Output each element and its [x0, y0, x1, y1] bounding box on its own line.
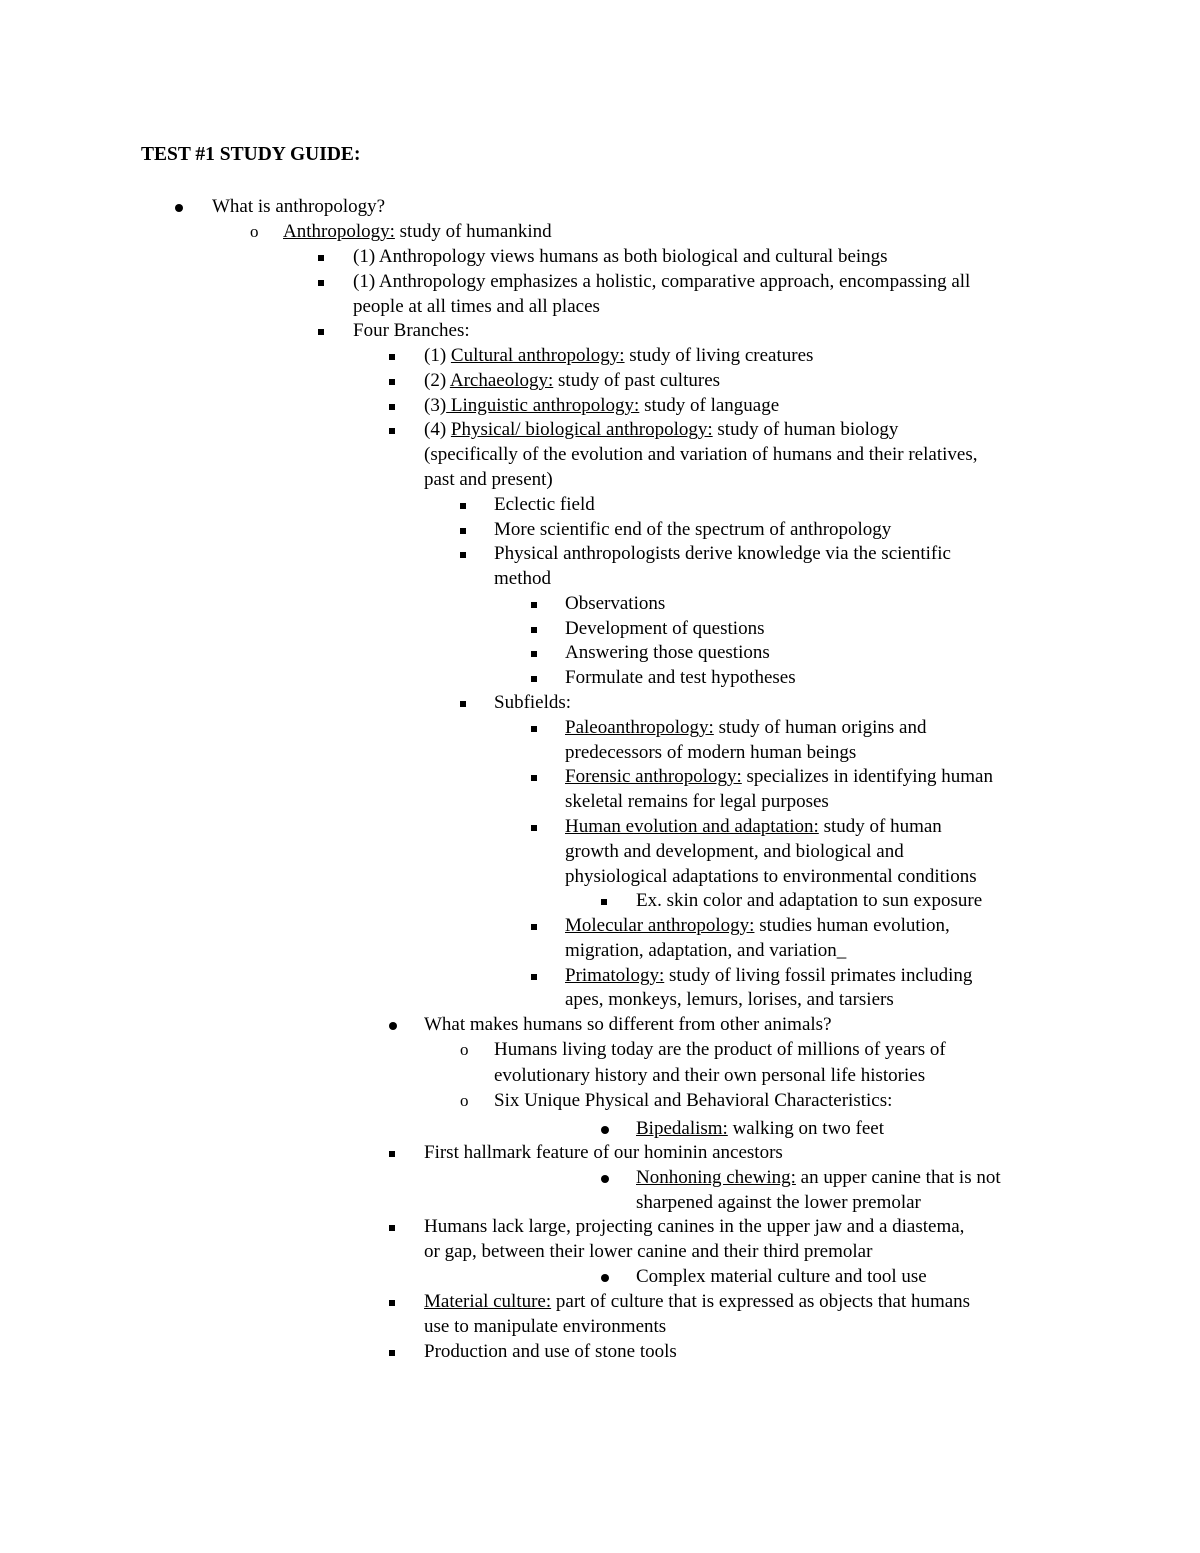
- line-text: people at all times and all places: [353, 296, 600, 317]
- term-label: Anthropology:: [283, 221, 395, 242]
- outline-line: [353, 319, 470, 344]
- line-text: study of human biology: [712, 419, 899, 440]
- square-bullet-icon: [389, 418, 411, 443]
- line-text: past and present): [424, 469, 553, 490]
- circle-bullet-icon: o: [460, 1040, 469, 1059]
- outline-line: [565, 988, 894, 1013]
- circle-bullet-icon: o: [250, 222, 259, 241]
- line-text: studies human evolution,: [754, 915, 950, 936]
- line-text: Answering those questions: [565, 642, 770, 663]
- square-bullet-icon: [460, 691, 482, 716]
- line-text: part of culture that is expressed as objects that humans: [551, 1291, 971, 1312]
- outline-line: [424, 1240, 872, 1265]
- line-text: Humans lack large, projecting canines in the upper jaw and a diastema,: [424, 1216, 965, 1237]
- square-bullet-icon: [531, 592, 553, 617]
- term-label: Molecular anthropology:: [565, 915, 755, 936]
- line-text: specializes in identifying human: [741, 766, 993, 787]
- square-bullet-icon: [389, 1215, 411, 1240]
- outline-line: [494, 542, 951, 567]
- line-text: use to manipulate environments: [424, 1316, 667, 1337]
- outline-line: [565, 741, 856, 766]
- line-text: study of living fossil primates including: [664, 965, 973, 986]
- square-bullet-icon: [531, 914, 553, 939]
- line-text: study of human: [818, 816, 942, 837]
- line-text: (1) Anthropology views humans as both biological and cultural beings: [353, 246, 888, 267]
- line-text: Four Branches:: [353, 320, 470, 341]
- round-bullet-icon: [601, 1117, 623, 1142]
- outline-line: [494, 1038, 946, 1063]
- line-text: Eclectic field: [494, 494, 595, 515]
- square-bullet-icon: [531, 765, 553, 790]
- term-label: Nonhoning chewing:: [636, 1167, 796, 1188]
- outline-line: [565, 964, 972, 989]
- line-text: growth and development, and biological and: [565, 841, 904, 862]
- line-text: an upper canine that is not: [795, 1167, 1001, 1188]
- outline-line: [494, 493, 595, 518]
- square-bullet-icon: [389, 1141, 411, 1166]
- outline-line: [494, 1064, 925, 1089]
- square-bullet-icon: [531, 617, 553, 642]
- outline-line: [565, 914, 950, 939]
- line-text: predecessors of modern human beings: [565, 742, 857, 763]
- outline-line: [424, 344, 813, 369]
- term-label: Cultural anthropology:: [450, 345, 625, 366]
- term-label: Linguistic anthropology:: [446, 395, 640, 416]
- outline-line: [353, 270, 970, 295]
- line-text: (4): [424, 419, 451, 440]
- outline-line: [565, 765, 993, 790]
- round-bullet-icon: [175, 195, 197, 220]
- outline-line: [636, 889, 982, 914]
- round-bullet-icon: [601, 1265, 623, 1290]
- line-text: Observations: [565, 593, 666, 614]
- outline-line: [424, 1290, 970, 1315]
- line-text: (1): [424, 345, 451, 366]
- square-bullet-icon: [531, 964, 553, 989]
- line-text: study of human origins and: [713, 717, 927, 738]
- term-label: Primatology:: [565, 965, 665, 986]
- line-text: study of past cultures: [553, 370, 721, 391]
- circle-bullet-icon: o: [460, 1091, 469, 1110]
- page-title: TEST #1 STUDY GUIDE:: [141, 144, 361, 165]
- square-bullet-icon: [318, 319, 340, 344]
- line-text: Subfields:: [494, 692, 572, 713]
- outline-line: [494, 567, 551, 592]
- line-text: walking on two feet: [727, 1118, 885, 1139]
- outline-line: [494, 691, 571, 716]
- outline-line: [636, 1191, 921, 1216]
- square-bullet-icon: [531, 666, 553, 691]
- outline-line: [565, 790, 829, 815]
- outline-line: [424, 1215, 964, 1240]
- line-text: First hallmark feature of our hominin ancestors: [424, 1142, 783, 1163]
- outline-line: [565, 865, 977, 890]
- outline-line: [212, 195, 385, 220]
- line-text: sharpened against the lower premolar: [636, 1192, 921, 1213]
- square-bullet-icon: [389, 1290, 411, 1315]
- square-bullet-icon: [460, 518, 482, 543]
- outline-line: [636, 1166, 1001, 1191]
- square-bullet-icon: [389, 1340, 411, 1365]
- line-text: Formulate and test hypotheses: [565, 667, 796, 688]
- outline-line: [636, 1117, 884, 1142]
- line-text: Humans living today are the product of millions of years of: [494, 1039, 946, 1060]
- line-text: Six Unique Physical and Behavioral Characteristics:: [494, 1090, 893, 1111]
- line-text: skeletal remains for legal purposes: [565, 791, 829, 812]
- outline-line: [565, 592, 665, 617]
- outline-line: [565, 641, 770, 666]
- outline-line: [424, 1013, 832, 1038]
- outline-line: [565, 815, 942, 840]
- outline-line: [636, 1265, 927, 1290]
- outline-line: [565, 840, 904, 865]
- line-text: What is anthropology?: [212, 196, 386, 217]
- outline-line: [494, 1089, 892, 1114]
- square-bullet-icon: [389, 344, 411, 369]
- term-label: Material culture:: [424, 1291, 552, 1312]
- line-text: Physical anthropologists derive knowledge via the scientific: [494, 543, 951, 564]
- term-label: Bipedalism:: [636, 1118, 728, 1139]
- line-text: What makes humans so different from other animals?: [424, 1014, 832, 1035]
- outline-line: [353, 245, 888, 270]
- round-bullet-icon: [389, 1013, 411, 1038]
- square-bullet-icon: [389, 394, 411, 419]
- line-text: Complex material culture and tool use: [636, 1266, 927, 1287]
- round-bullet-icon: [601, 1166, 623, 1191]
- outline-line: [424, 468, 553, 493]
- square-bullet-icon: [460, 542, 482, 567]
- outline-line: [565, 617, 764, 642]
- term-label: Human evolution and adaptation:: [565, 816, 819, 837]
- square-bullet-icon: [531, 815, 553, 840]
- square-bullet-icon: [601, 889, 623, 914]
- line-text: migration, adaptation, and variation_: [565, 940, 847, 961]
- square-bullet-icon: [318, 270, 340, 295]
- square-bullet-icon: [318, 245, 340, 270]
- outline-line: [565, 939, 846, 964]
- line-text: Ex. skin color and adaptation to sun exposure: [636, 890, 983, 911]
- outline-line: [424, 1141, 783, 1166]
- outline-line: [424, 418, 898, 443]
- outline-line: [565, 666, 796, 691]
- line-text: physiological adaptations to environmental conditions: [565, 866, 977, 887]
- outline-line: [424, 394, 779, 419]
- square-bullet-icon: [531, 641, 553, 666]
- line-text: study of humankind: [394, 221, 552, 242]
- outline-line: [424, 369, 720, 394]
- term-label: Archaeology:: [449, 370, 554, 391]
- outline-line: [424, 1315, 666, 1340]
- line-text: method: [494, 568, 551, 589]
- line-text: (1) Anthropology emphasizes a holistic, comparative approach, encompassing all: [353, 271, 971, 292]
- term-label: Physical/ biological anthropology:: [450, 419, 713, 440]
- line-text: evolutionary history and their own personal life histories: [494, 1065, 926, 1086]
- term-label: Forensic anthropology:: [565, 766, 742, 787]
- outline-line: [353, 295, 600, 320]
- outline-line: [494, 518, 891, 543]
- line-text: (2): [424, 370, 450, 391]
- outline-line: [424, 443, 977, 468]
- square-bullet-icon: [531, 716, 553, 741]
- line-text: Development of questions: [565, 618, 765, 639]
- line-text: or gap, between their lower canine and their third premolar: [424, 1241, 873, 1262]
- square-bullet-icon: [460, 493, 482, 518]
- line-text: apes, monkeys, lemurs, lorises, and tarsiers: [565, 989, 894, 1010]
- outline-line: [424, 1340, 677, 1365]
- line-text: More scientific end of the spectrum of anthropology: [494, 519, 892, 540]
- line-text: (3): [424, 395, 447, 416]
- line-text: Production and use of stone tools: [424, 1341, 677, 1362]
- line-text: (specifically of the evolution and variation of humans and their relatives,: [424, 444, 978, 465]
- line-text: study of living creatures: [624, 345, 814, 366]
- outline-line: [565, 716, 927, 741]
- outline-line: [283, 220, 552, 245]
- line-text: study of language: [639, 395, 780, 416]
- square-bullet-icon: [389, 369, 411, 394]
- term-label: Paleoanthropology:: [565, 717, 714, 738]
